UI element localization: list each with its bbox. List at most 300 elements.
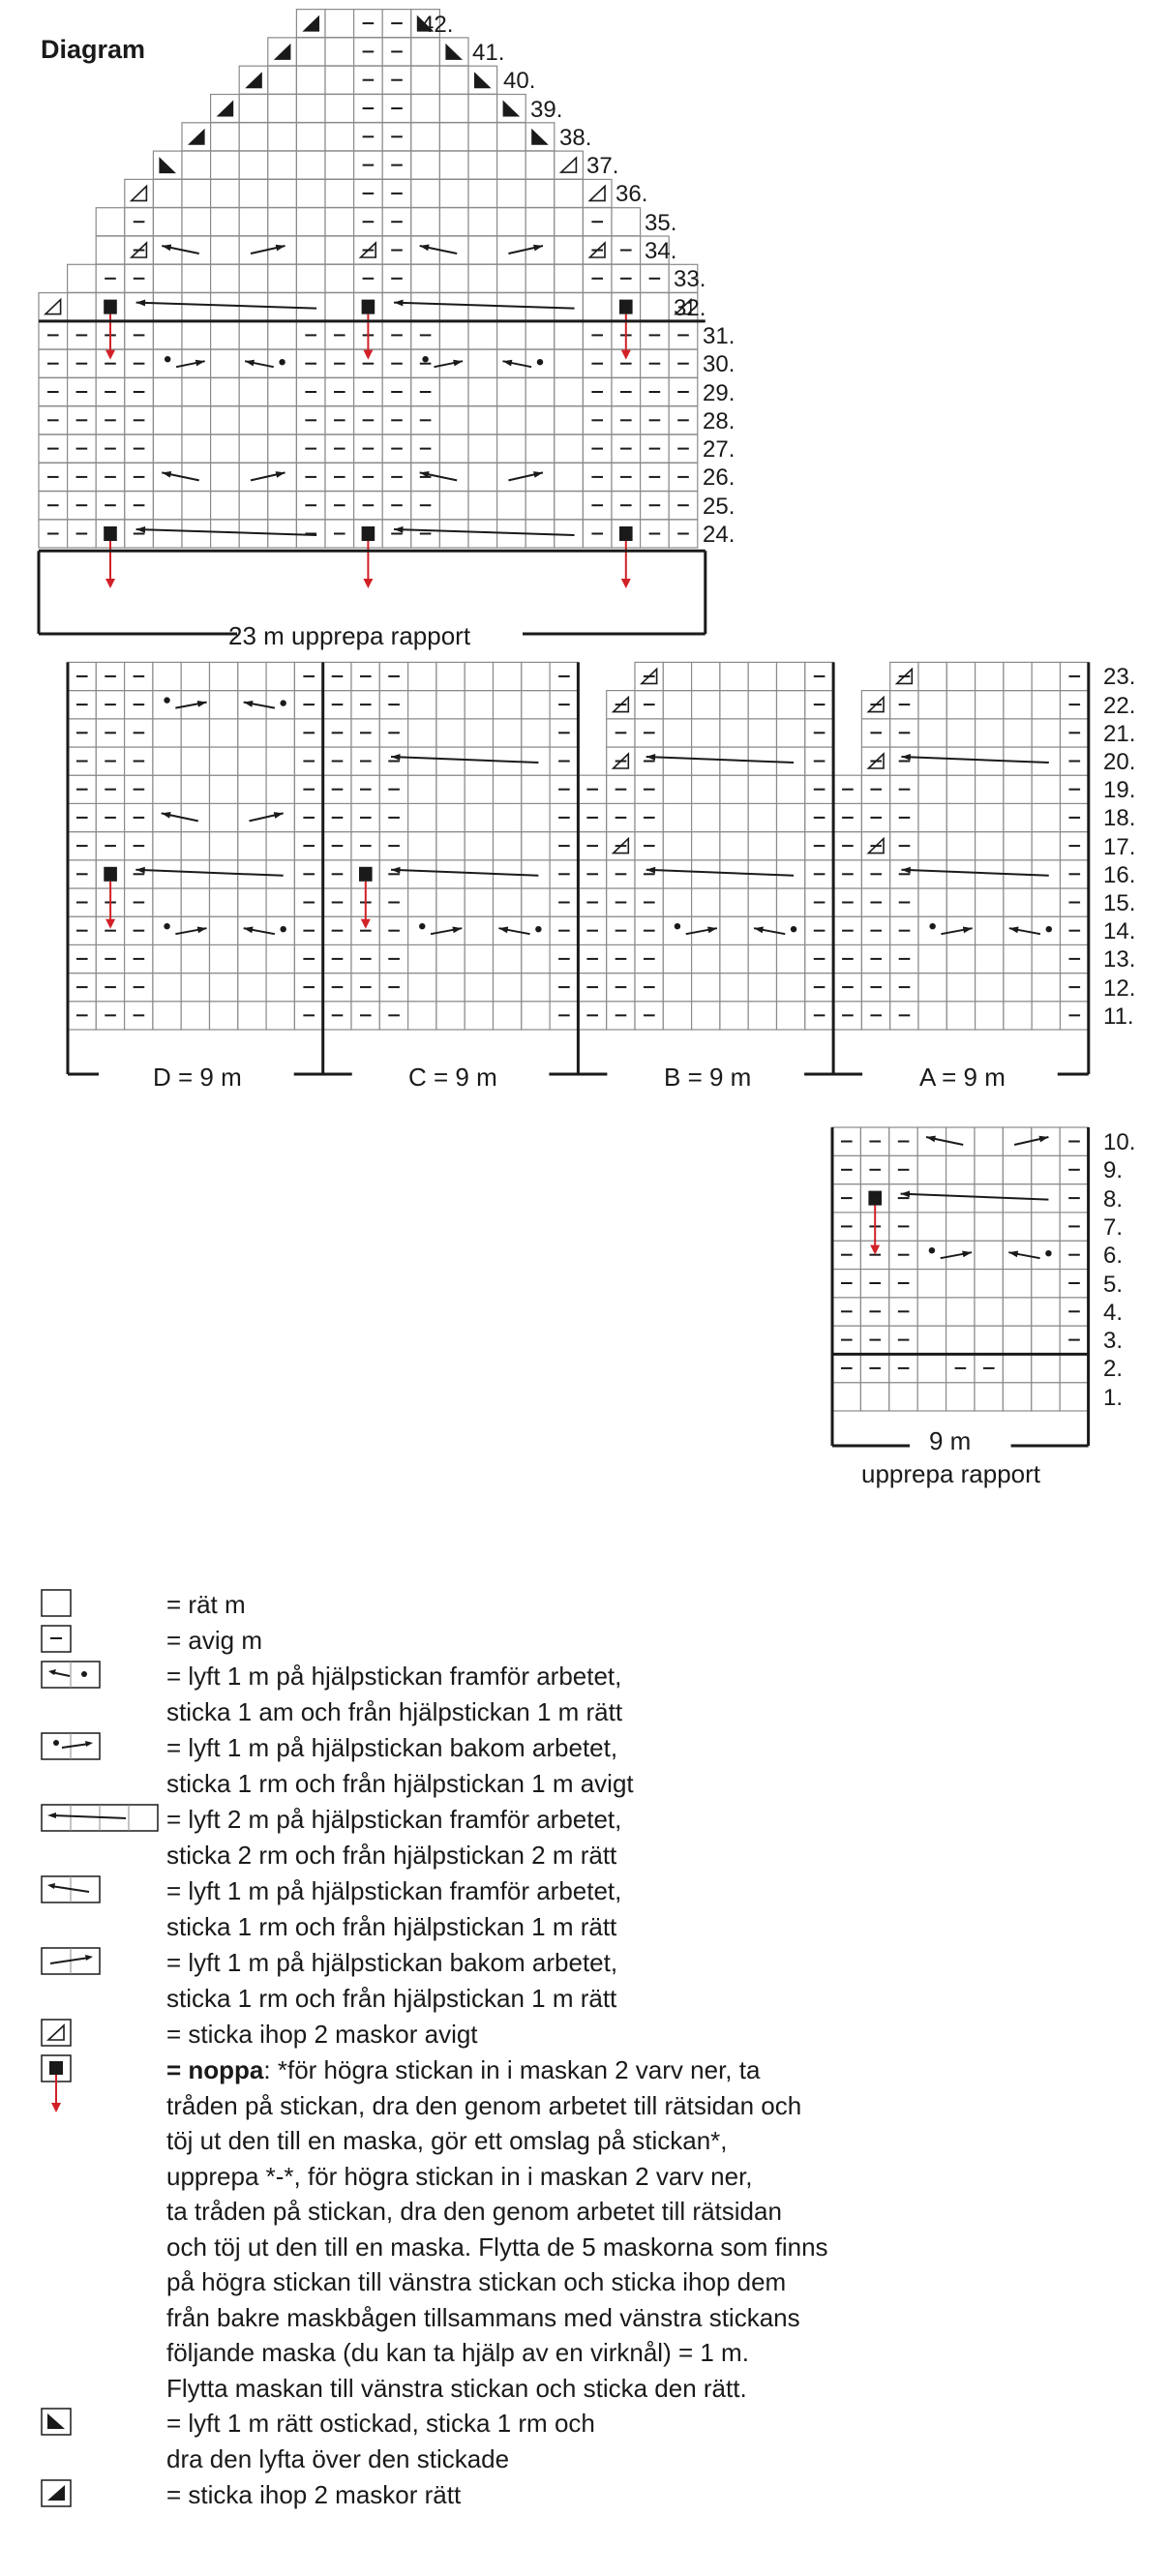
grid-cell	[1032, 1213, 1060, 1241]
grid-cell	[266, 775, 294, 803]
grid-cell	[268, 463, 297, 491]
grid-cell	[720, 888, 748, 916]
grid-cell	[266, 832, 294, 860]
grid-cell	[720, 662, 748, 690]
grid-cell	[153, 888, 181, 916]
grid-cell	[917, 1241, 946, 1269]
cable-dot	[280, 926, 285, 932]
grid-cell	[182, 434, 211, 463]
grid-cell	[497, 208, 526, 236]
grid-cell	[583, 293, 612, 321]
grid-cell	[266, 888, 294, 916]
grid-cell	[692, 860, 720, 888]
grid-cell	[494, 1002, 522, 1030]
grid-cell	[777, 719, 805, 747]
grid-cell	[268, 95, 297, 123]
cable-dot	[280, 700, 285, 705]
grid-cell	[1004, 888, 1032, 916]
grid-cell	[439, 434, 468, 463]
grid-cell	[296, 151, 325, 179]
grid-cell	[1004, 775, 1032, 803]
grid-cell	[439, 492, 468, 520]
rapport-9-sub-label: upprepa rapport	[861, 1459, 1041, 1488]
cable-left-icon	[41, 1875, 108, 1908]
grid-cell	[182, 321, 211, 349]
grid-cell	[663, 775, 691, 803]
row-number: 39.	[530, 96, 563, 123]
grid-cell	[68, 264, 97, 292]
row-number: 10.	[1103, 1129, 1136, 1155]
grid-cell	[239, 151, 268, 179]
grid-cell	[692, 662, 720, 690]
grid-cell	[946, 662, 975, 690]
grid-cell	[210, 747, 238, 775]
grid-cell	[153, 832, 181, 860]
legend-text: = lyft 1 m på hjälpstickan framför arbetet, sticka 1 am och från hjälpstickan 1 m rätt	[166, 1662, 623, 1726]
cable-dot	[164, 697, 169, 703]
grid-cell	[411, 151, 440, 179]
grid-cell	[525, 236, 555, 264]
grid-cell	[777, 832, 805, 860]
grid-cell	[748, 944, 776, 973]
grid-cell	[266, 1002, 294, 1030]
grid-cell	[296, 179, 325, 207]
row-number: 23.	[1103, 664, 1136, 691]
grid-cell	[832, 1383, 860, 1411]
cable-dot	[929, 923, 935, 929]
row-number: 20.	[1103, 749, 1136, 775]
grid-cell	[976, 888, 1004, 916]
section-c-label: C = 9 m	[408, 1063, 497, 1092]
grid-cell	[663, 691, 691, 719]
grid-cell	[889, 1383, 917, 1411]
grid-cell	[408, 1002, 436, 1030]
row-number: 40.	[503, 68, 536, 95]
row-number: 22.	[1103, 692, 1136, 719]
grid-cell	[555, 208, 584, 236]
grid-cell	[918, 860, 946, 888]
grid-cell	[408, 747, 436, 775]
grid-cell	[239, 406, 268, 434]
cable-dot	[1045, 1250, 1051, 1256]
grid-cell	[325, 10, 354, 38]
grid-cell	[555, 321, 584, 349]
grid-cell	[153, 434, 182, 463]
grid-cell	[918, 775, 946, 803]
grid-cell	[1032, 1002, 1060, 1030]
grid-cell	[946, 860, 975, 888]
grid-cell	[976, 1002, 1004, 1030]
section-a-label: A = 9 m	[919, 1063, 1006, 1092]
grid-cell	[408, 662, 436, 690]
grid-cell	[238, 944, 266, 973]
row-number: 13.	[1103, 946, 1136, 973]
grid-cell	[296, 208, 325, 236]
grid-cell	[522, 691, 550, 719]
grid-cell	[522, 719, 550, 747]
grid-cell	[153, 208, 182, 236]
grid-cell	[522, 832, 550, 860]
grid-cell	[436, 719, 465, 747]
grid-cell	[1003, 1298, 1031, 1326]
grid-cell	[239, 378, 268, 406]
row-number: 16.	[1103, 861, 1136, 888]
grid-cell	[465, 691, 493, 719]
bobble-arrowhead	[105, 579, 115, 588]
cable-right-dot-icon	[41, 1732, 108, 1765]
grid-cell	[497, 434, 526, 463]
grid-cell	[153, 349, 182, 377]
grid-cell	[210, 832, 238, 860]
grid-cell	[555, 406, 584, 434]
grid-cell	[497, 492, 526, 520]
grid-cell	[777, 1002, 805, 1030]
grid-cell	[555, 434, 584, 463]
grid-cell	[720, 775, 748, 803]
grid-cell	[1004, 1002, 1032, 1030]
cable-long-left-icon	[41, 1804, 166, 1837]
grid-cell	[663, 1002, 691, 1030]
grid-cell	[153, 321, 182, 349]
grid-cell	[555, 236, 584, 264]
grid-cell	[153, 719, 181, 747]
grid-cell	[976, 719, 1004, 747]
grid-cell	[468, 123, 497, 151]
cable-dot	[535, 926, 541, 932]
grid-cell	[266, 803, 294, 831]
grid-cell	[917, 1383, 946, 1411]
cable-dot	[419, 923, 425, 929]
grid-cell	[720, 916, 748, 944]
grid-cell	[408, 775, 436, 803]
grid-cell	[497, 151, 526, 179]
row-number: 28.	[703, 407, 736, 434]
grid-cell	[692, 1002, 720, 1030]
grid-cell	[1032, 888, 1060, 916]
row-number: 9.	[1103, 1157, 1124, 1184]
grid-cell	[917, 1184, 946, 1213]
section-d-label: D = 9 m	[153, 1063, 242, 1092]
grid-cell	[266, 916, 294, 944]
grid-cell	[238, 888, 266, 916]
grid-cell	[777, 662, 805, 690]
grid-cell	[408, 944, 436, 973]
grid-cell	[153, 1002, 181, 1030]
grid-cell	[522, 803, 550, 831]
grid-cell	[268, 236, 297, 264]
row-number: 32.	[674, 294, 706, 321]
grid-cell	[153, 406, 182, 434]
grid-cell	[720, 719, 748, 747]
grid-cell	[181, 860, 209, 888]
grid-cell	[268, 123, 297, 151]
grid-cell	[211, 123, 240, 151]
grid-cell	[525, 179, 555, 207]
grid-cell	[1032, 1383, 1060, 1411]
grid-cell	[1032, 719, 1060, 747]
grid-cell	[917, 1155, 946, 1183]
row-number: 25.	[703, 493, 736, 520]
grid-cell	[641, 293, 670, 321]
grid-cell	[238, 662, 266, 690]
grid-cell	[153, 264, 182, 292]
legend-text: = avig m	[166, 1626, 262, 1655]
grid-cell	[1032, 1155, 1060, 1183]
cable-dot	[1046, 926, 1052, 932]
row-number: 36.	[616, 181, 648, 208]
grid-cell	[975, 1270, 1003, 1298]
grid-cell	[411, 236, 440, 264]
grid-cell	[153, 463, 182, 491]
grid-cell	[918, 719, 946, 747]
grid-cell	[181, 747, 209, 775]
skp-icon	[41, 2408, 79, 2441]
grid-cell	[555, 378, 584, 406]
grid-cell	[1060, 1383, 1088, 1411]
grid-cell	[125, 293, 154, 321]
grid-cell	[465, 888, 493, 916]
grid-cell	[436, 1002, 465, 1030]
grid-cell	[692, 888, 720, 916]
grid-cell	[153, 236, 182, 264]
grid-cell	[408, 916, 436, 944]
row-number: 29.	[703, 379, 736, 406]
grid-cell	[692, 973, 720, 1002]
grid-cell	[211, 434, 240, 463]
grid-cell	[465, 1002, 493, 1030]
grid-cell	[946, 775, 975, 803]
legend-text: = sticka ihop 2 maskor rätt	[166, 2480, 462, 2509]
grid-cell	[296, 236, 325, 264]
grid-cell	[522, 1002, 550, 1030]
k2tog-icon	[41, 2479, 79, 2512]
grid-cell	[239, 264, 268, 292]
grid-cell	[468, 520, 497, 548]
grid-cell	[411, 208, 440, 236]
grid-cell	[266, 944, 294, 973]
grid-cell	[210, 775, 238, 803]
grid-cell	[408, 888, 436, 916]
grid-cell	[465, 803, 493, 831]
legend-text: = sticka ihop 2 maskor avigt	[166, 2020, 478, 2049]
grid-cell	[268, 321, 297, 349]
bobble-arrowhead	[363, 579, 373, 588]
grid-cell	[522, 775, 550, 803]
bobble-arrowhead	[621, 579, 631, 588]
grid-cell	[494, 944, 522, 973]
grid-cell	[918, 916, 946, 944]
cable-right-icon	[41, 1947, 108, 1980]
grid-cell	[976, 944, 1004, 973]
grid-cell	[917, 1354, 946, 1382]
grid-cell	[211, 236, 240, 264]
row-number: 26.	[703, 464, 736, 492]
grid-cell	[946, 944, 975, 973]
grid-cell	[239, 95, 268, 123]
grid-cell	[268, 378, 297, 406]
grid-cell	[748, 1002, 776, 1030]
grid-cell	[411, 66, 440, 94]
grid-cell	[238, 973, 266, 1002]
grid-cell	[777, 803, 805, 831]
grid-cell	[1004, 944, 1032, 973]
grid-cell	[439, 38, 468, 66]
grid-cell	[439, 264, 468, 292]
grid-cell	[748, 832, 776, 860]
grid-cell	[238, 719, 266, 747]
bobble-mark	[362, 526, 375, 541]
grid-cell	[663, 832, 691, 860]
grid-cell	[946, 888, 975, 916]
grid-cell	[411, 264, 440, 292]
grid-cell	[182, 378, 211, 406]
grid-cell	[439, 520, 468, 548]
grid-cell	[946, 832, 975, 860]
grid-cell	[408, 832, 436, 860]
grid-cell	[325, 38, 354, 66]
grid-cell	[268, 434, 297, 463]
rapport-9-label: 9 m	[929, 1426, 972, 1455]
grid-cell	[1004, 662, 1032, 690]
grid-cell	[439, 378, 468, 406]
grid-cell	[468, 95, 497, 123]
grid-cell	[1032, 973, 1060, 1002]
bobble-mark	[619, 526, 633, 541]
grid-cell	[975, 1213, 1003, 1241]
grid-cell	[411, 38, 440, 66]
grid-cell	[266, 719, 294, 747]
row-number: 30.	[703, 351, 736, 378]
grid-cell	[1032, 1326, 1060, 1354]
grid-cell	[497, 321, 526, 349]
grid-cell	[268, 66, 297, 94]
grid-cell	[720, 803, 748, 831]
grid-cell	[946, 1298, 975, 1326]
grid-cell	[468, 321, 497, 349]
grid-cell	[211, 406, 240, 434]
grid-cell	[525, 208, 555, 236]
grid-cell	[439, 406, 468, 434]
grid-cell	[497, 179, 526, 207]
grid-cell	[153, 973, 181, 1002]
grid-cell	[946, 1270, 975, 1298]
grid-cell	[494, 662, 522, 690]
grid-cell	[1060, 1354, 1088, 1382]
grid-cell	[411, 179, 440, 207]
grid-cell	[153, 520, 182, 548]
grid-cell	[1004, 691, 1032, 719]
grid-cell	[211, 520, 240, 548]
bobble-mark	[104, 867, 117, 882]
grid-cell	[525, 321, 555, 349]
grid-cell	[408, 803, 436, 831]
grid-cell	[266, 747, 294, 775]
grid-cell	[465, 832, 493, 860]
grid-cell	[210, 973, 238, 1002]
grid-cell	[211, 349, 240, 377]
row-number: 42.	[421, 11, 454, 38]
grid-cell	[555, 492, 584, 520]
grid-cell	[748, 775, 776, 803]
grid-cell	[918, 888, 946, 916]
grid-cell	[436, 832, 465, 860]
grid-cell	[211, 492, 240, 520]
grid-cell	[748, 803, 776, 831]
grid-cell	[268, 38, 297, 66]
diagram-title: Diagram	[41, 35, 146, 64]
grid-cell	[465, 944, 493, 973]
grid-cell	[917, 1213, 946, 1241]
row-number: 19.	[1103, 777, 1136, 804]
grid-cell	[612, 208, 641, 236]
grid-cell	[239, 123, 268, 151]
grid-cell	[976, 973, 1004, 1002]
grid-cell	[238, 1002, 266, 1030]
grid-cell	[976, 691, 1004, 719]
grid-cell	[692, 803, 720, 831]
cable-left-dot-icon	[41, 1661, 108, 1693]
grid-cell	[68, 293, 97, 321]
grid-cell	[946, 719, 975, 747]
grid-cell	[692, 775, 720, 803]
row-number: 37.	[586, 153, 619, 180]
grid-cell	[918, 662, 946, 690]
grid-cell	[860, 1383, 888, 1411]
grid-cell	[439, 293, 468, 321]
grid-cell	[408, 691, 436, 719]
grid-cell	[266, 973, 294, 1002]
grid-cell	[1032, 662, 1060, 690]
grid-cell	[296, 264, 325, 292]
row-number: 17.	[1103, 833, 1136, 860]
grid-cell	[325, 66, 354, 94]
grid-cell	[946, 1383, 975, 1411]
grid-cell	[976, 803, 1004, 831]
section-b-label: B = 9 m	[664, 1063, 752, 1092]
cable-dot	[165, 356, 170, 362]
grid-cell	[436, 973, 465, 1002]
grid-cell	[555, 463, 584, 491]
row-number: 34.	[645, 238, 677, 264]
grid-cell	[211, 463, 240, 491]
grid-cell	[525, 406, 555, 434]
grid-cell	[325, 208, 354, 236]
grid-cell	[153, 293, 182, 321]
row-number: 11.	[1103, 1003, 1134, 1030]
grid-cell	[1004, 973, 1032, 1002]
grid-cell	[692, 719, 720, 747]
grid-cell	[522, 916, 550, 944]
row-number: 4.	[1103, 1299, 1124, 1326]
grid-cell	[268, 264, 297, 292]
grid-cell	[663, 747, 691, 775]
grid-cell	[663, 973, 691, 1002]
grid-cell	[153, 492, 182, 520]
grid-cell	[663, 803, 691, 831]
grid-cell	[239, 321, 268, 349]
grid-cell	[439, 123, 468, 151]
row-number: 33.	[674, 266, 706, 293]
legend-text: = lyft 1 m på hjälpstickan bakom arbetet, sticka 1 rm och från hjälpstickan 1 m avigt	[166, 1733, 634, 1798]
grid-cell	[663, 888, 691, 916]
grid-cell	[239, 179, 268, 207]
grid-cell	[946, 1326, 975, 1354]
grid-cell	[325, 123, 354, 151]
row-number: 1.	[1103, 1384, 1124, 1411]
grid-cell	[497, 406, 526, 434]
grid-cell	[182, 179, 211, 207]
bobble-mark	[359, 867, 373, 882]
